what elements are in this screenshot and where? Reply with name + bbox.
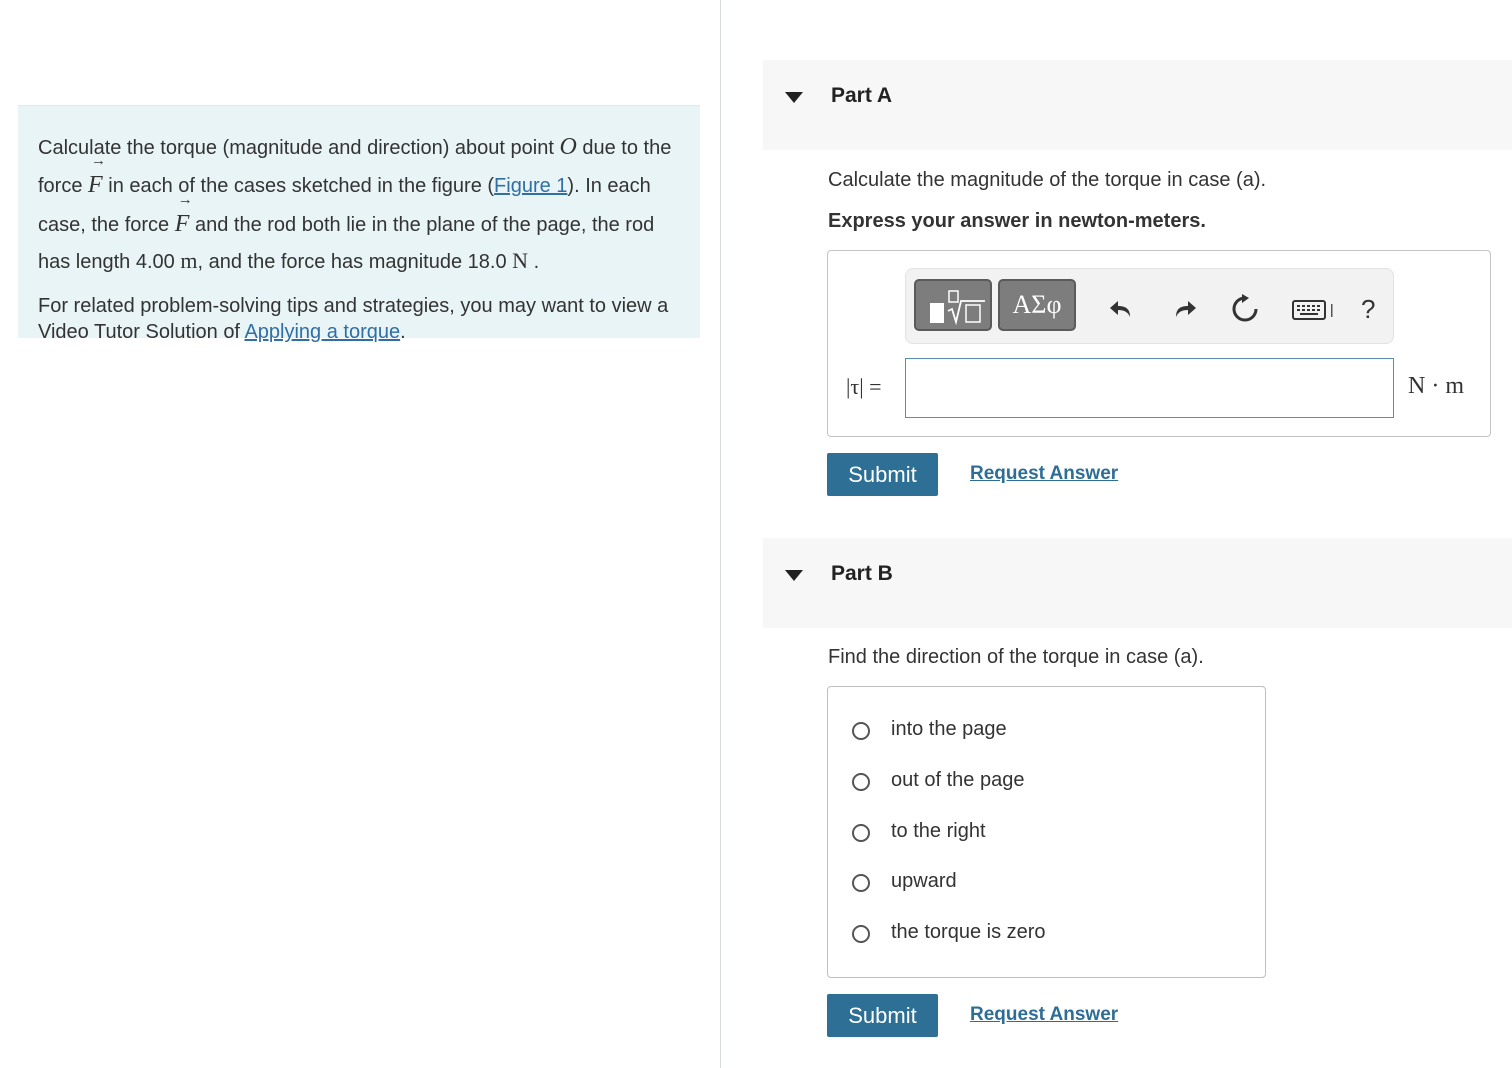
answer-box: [827, 250, 1491, 437]
part-a-question: Calculate the magnitude of the torque in case (a).: [828, 169, 1267, 191]
problem-intro: [18, 105, 700, 344]
part-b-submit-button[interactable]: Submit: [827, 994, 938, 1037]
keyboard-icon[interactable]: [1292, 299, 1336, 326]
radio-button[interactable]: [852, 773, 870, 791]
templates-button[interactable]: [914, 279, 992, 331]
panel-divider: [720, 0, 721, 1068]
greek-button[interactable]: ΑΣφ: [998, 279, 1076, 331]
reset-icon[interactable]: [1229, 293, 1261, 325]
radio-button[interactable]: [852, 874, 870, 892]
newton-unit: N: [512, 248, 529, 274]
video-tutor-text: [38, 293, 680, 345]
intro-text: , and the force has magnitude 18.0: [197, 251, 513, 274]
collapse-triangle-icon[interactable]: [785, 92, 803, 103]
part-a-title: Part A: [831, 84, 893, 107]
part-a-header[interactable]: [763, 60, 1512, 150]
figure-1-link[interactable]: Figure 1: [494, 175, 568, 198]
math-toolbar: [905, 268, 1394, 344]
radio-button[interactable]: [852, 824, 870, 842]
video-tutor-link[interactable]: Applying a torque: [244, 321, 401, 344]
radio-button[interactable]: [852, 722, 870, 740]
choices-box: [827, 686, 1266, 978]
templates-icon: [930, 303, 944, 323]
redo-icon[interactable]: [1168, 293, 1200, 325]
part-a-instruction: Express your answer in newton-meters.: [828, 210, 1206, 232]
choice-label[interactable]: out of the page: [891, 769, 1025, 791]
choice-label[interactable]: the torque is zero: [891, 921, 1046, 943]
intro-text: .: [400, 321, 406, 344]
intro-text: in each of the cases sketched in the figure (: [102, 175, 495, 198]
sqrt-icon: [946, 289, 986, 325]
choice-label[interactable]: upward: [891, 870, 957, 892]
torque-magnitude-label: |τ| =: [846, 374, 882, 399]
meter-unit: m: [180, 248, 198, 274]
intro-text: ). In each case, the force: [38, 175, 651, 236]
part-a-request-answer-link[interactable]: Request Answer: [970, 463, 1119, 484]
point-o-symbol: O: [559, 134, 577, 160]
part-a-submit-button[interactable]: Submit: [827, 453, 938, 496]
intro-text: For related problem-solving tips and strategies, you may want to view a Video Tutor Solution of: [38, 295, 669, 344]
help-icon[interactable]: ?: [1361, 294, 1376, 324]
unit-label: N · m: [1408, 373, 1464, 399]
part-b-request-answer-link[interactable]: Request Answer: [970, 1004, 1119, 1025]
force-vector-symbol: → F: [88, 166, 103, 204]
problem-statement-panel: [0, 0, 720, 1068]
radio-button[interactable]: [852, 925, 870, 943]
force-vector-symbol: → F: [175, 205, 190, 243]
part-b-title: Part B: [831, 562, 893, 585]
collapse-triangle-icon[interactable]: [785, 570, 803, 581]
choice-label[interactable]: into the page: [891, 718, 1007, 740]
intro-text: and the rod both lie in the plane of the page, the rod has length 4.00: [38, 213, 655, 274]
problem-text: [38, 128, 680, 278]
undo-icon[interactable]: [1106, 293, 1138, 325]
torque-answer-input[interactable]: [905, 358, 1394, 418]
choice-label[interactable]: to the right: [891, 820, 986, 842]
part-b-header[interactable]: [763, 538, 1512, 628]
intro-text: Calculate the torque (magnitude and direction) about point: [38, 137, 560, 159]
intro-text: .: [528, 251, 540, 274]
part-b-question: Find the direction of the torque in case (a).: [828, 646, 1204, 668]
intro-text: due to the force: [38, 137, 672, 198]
